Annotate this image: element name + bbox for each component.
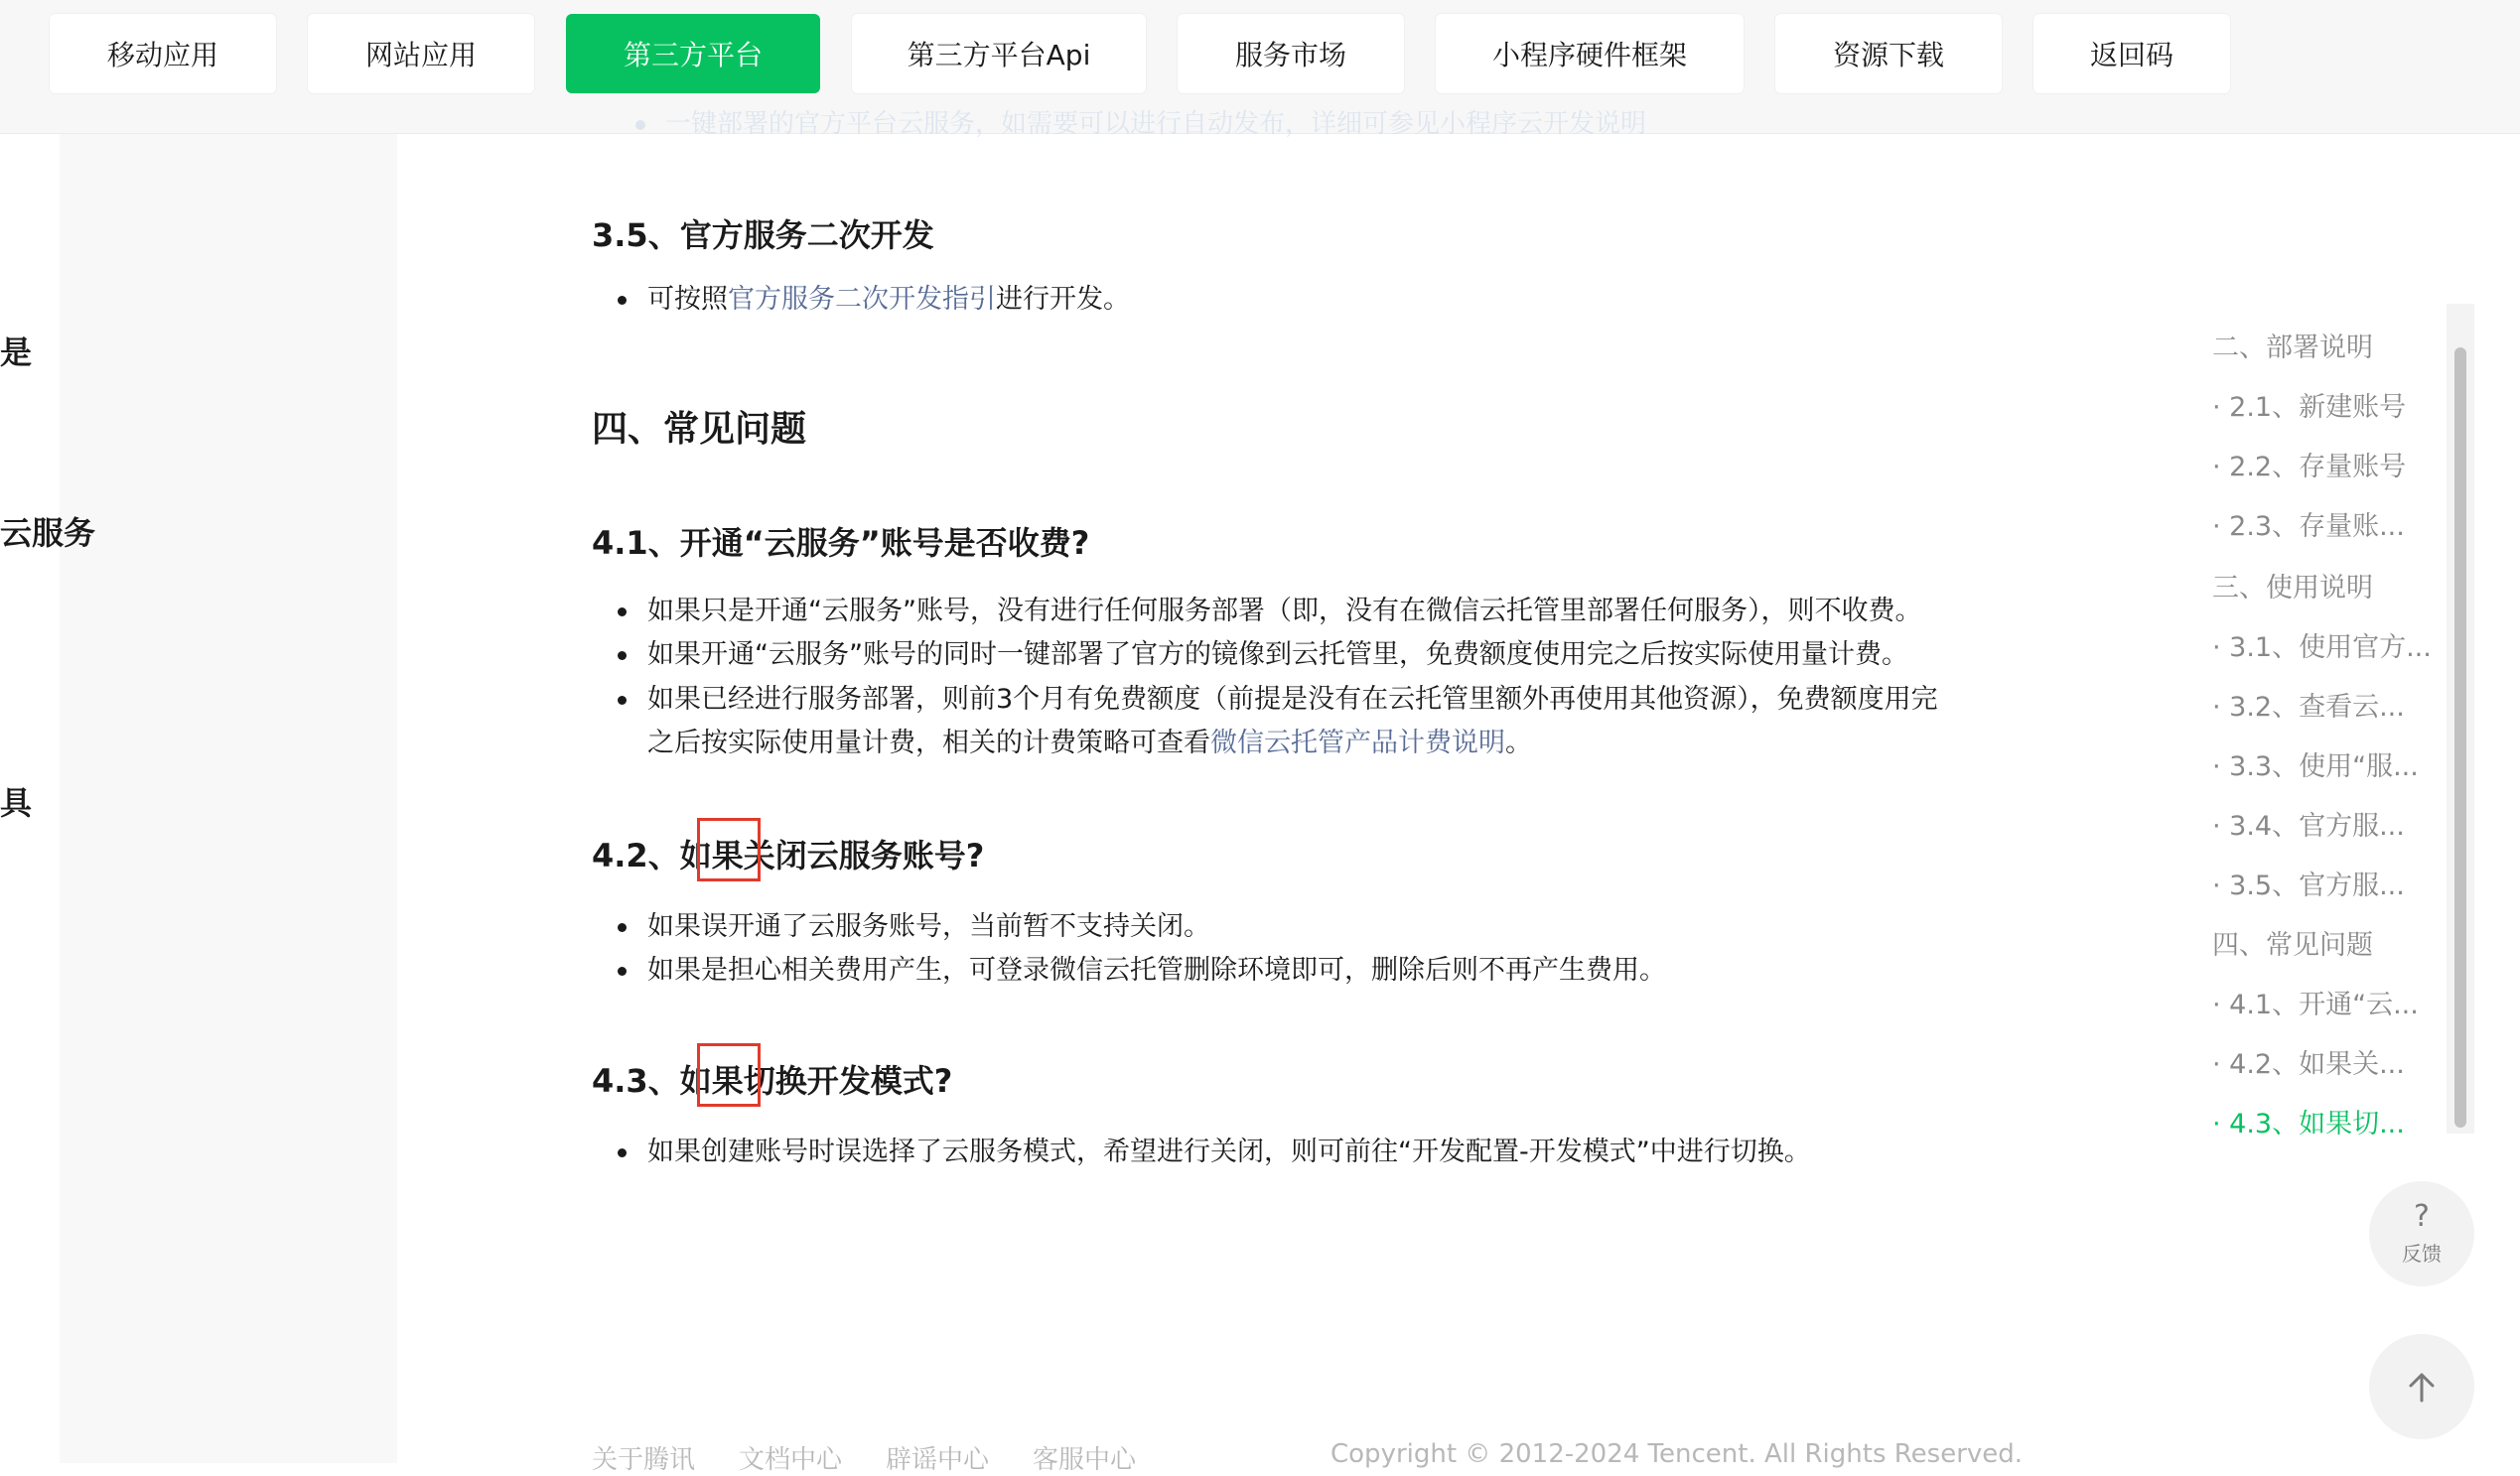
list-item	[647, 678, 2057, 765]
toc-item[interactable]: 三、使用说明	[2212, 573, 2373, 604]
heading-4-1: 4.1、开通“云服务”账号是否收费?	[592, 524, 1090, 562]
feedback-label: 反馈	[2402, 1241, 2442, 1266]
ghost-line-text: 一键部署的官方平台云服务，如需要可以进行自动发布，详细可参见小程序云开发说明	[665, 109, 1647, 139]
back-to-top-button[interactable]	[2369, 1334, 2474, 1439]
highlight-box	[697, 1043, 761, 1107]
toc-item[interactable]: · 2.1、新建账号	[2212, 392, 2407, 423]
list-item: 如果是担心相关费用产生，可登录微信云托管删除环境即可，删除后则不再产生费用。	[647, 949, 2057, 993]
heading-faq: 四、常见问题	[592, 409, 807, 450]
list-item-text: 进行开发。	[996, 284, 1130, 315]
bullet-dot	[635, 120, 645, 130]
list-item	[647, 278, 2057, 322]
toc-item[interactable]: · 3.4、官方服...	[2212, 811, 2405, 842]
nav-item-mobile-app[interactable]: 移动应用	[50, 14, 276, 93]
highlight-box	[697, 818, 761, 881]
toc-item[interactable]: 二、部署说明	[2212, 333, 2373, 363]
heading-4-3: 4.3、如果切换开发模式?	[592, 1062, 953, 1100]
toc-item[interactable]: · 4.1、开通“云...	[2212, 990, 2419, 1020]
sidebar-fragment-2[interactable]: 云服务	[0, 514, 96, 552]
list-item-text: 之后按实际使用量计费，相关的计费策略可查看	[647, 728, 1210, 758]
footer-link-docs[interactable]: 文档中心	[739, 1445, 843, 1475]
toc-item[interactable]: · 3.2、查看云...	[2212, 692, 2405, 723]
footer-copyright: Copyright © 2012-2024 Tencent. All Rights Reserved.	[1330, 1439, 2024, 1469]
nav-item-web-app[interactable]: 网站应用	[308, 14, 534, 93]
nav-item-third-party-platform[interactable]: 第三方平台	[566, 14, 820, 93]
sidebar-fragment-1[interactable]: 是	[0, 334, 33, 371]
heading-4-2: 4.2、如果关闭云服务账号?	[592, 837, 985, 874]
toc-item[interactable]: · 3.1、使用官方...	[2212, 632, 2432, 663]
toc-scrollbar-thumb[interactable]	[2454, 347, 2466, 1128]
list-item: 如果创建账号时误选择了云服务模式，希望进行关闭，则可前往“开发配置-开发模式”中进行切换。	[647, 1131, 2057, 1174]
nav-item-hardware-framework[interactable]: 小程序硬件框架	[1436, 14, 1744, 93]
nav-item-service-market[interactable]: 服务市场	[1178, 14, 1404, 93]
heading-3-5: 3.5、官方服务二次开发	[592, 216, 934, 254]
toc-item[interactable]: · 3.3、使用“服...	[2212, 751, 2419, 782]
toc-item[interactable]: · 3.5、官方服...	[2212, 871, 2405, 901]
toc-item-active[interactable]: · 4.3、如果切...	[2212, 1109, 2405, 1140]
list-item-text: 如果已经进行服务部署，则前3个月有免费额度（前提是没有在云托管里额外再使用其他资源），免费额度用完	[647, 684, 1938, 715]
footer-link-support[interactable]: 客服中心	[1033, 1445, 1137, 1475]
list-item-text: 可按照	[647, 284, 728, 315]
cloud-hosting-billing-link[interactable]: 微信云托管产品计费说明	[1210, 728, 1505, 758]
list-item: 如果只是开通“云服务”账号，没有进行任何服务部署（即，没有在微信云托管里部署任何服务），则不收费。	[647, 590, 2057, 633]
feedback-button[interactable]	[2369, 1181, 2474, 1286]
toc-item[interactable]: · 4.2、如果关...	[2212, 1049, 2405, 1080]
secondary-dev-guide-link[interactable]: 官方服务二次开发指引	[728, 284, 996, 315]
footer-link-rumor[interactable]: 辟谣中心	[886, 1445, 990, 1475]
question-icon: ?	[2414, 1198, 2430, 1234]
nav-item-downloads[interactable]: 资源下载	[1775, 14, 2002, 93]
scrolled-under-text	[635, 103, 1647, 139]
toc-item[interactable]: · 2.2、存量账号	[2212, 452, 2407, 482]
arrow-up-icon	[2404, 1369, 2440, 1405]
nav-item-return-codes[interactable]: 返回码	[2033, 14, 2230, 93]
nav-item-third-party-api[interactable]: 第三方平台Api	[852, 14, 1146, 93]
toc-item[interactable]: 四、常见问题	[2212, 930, 2373, 961]
footer-link-about[interactable]: 关于腾讯	[592, 1445, 696, 1475]
toc-item[interactable]: · 2.3、存量账...	[2212, 511, 2405, 542]
list-item-text: 。	[1505, 728, 1532, 758]
sidebar-fragment-3[interactable]: 具	[0, 784, 33, 822]
left-sidebar	[0, 133, 397, 1463]
list-item: 如果开通“云服务”账号的同时一键部署了官方的镜像到云托管里，免费额度使用完之后按实际使用量计费。	[647, 633, 2057, 677]
list-item: 如果误开通了云服务账号，当前暂不支持关闭。	[647, 905, 2057, 949]
